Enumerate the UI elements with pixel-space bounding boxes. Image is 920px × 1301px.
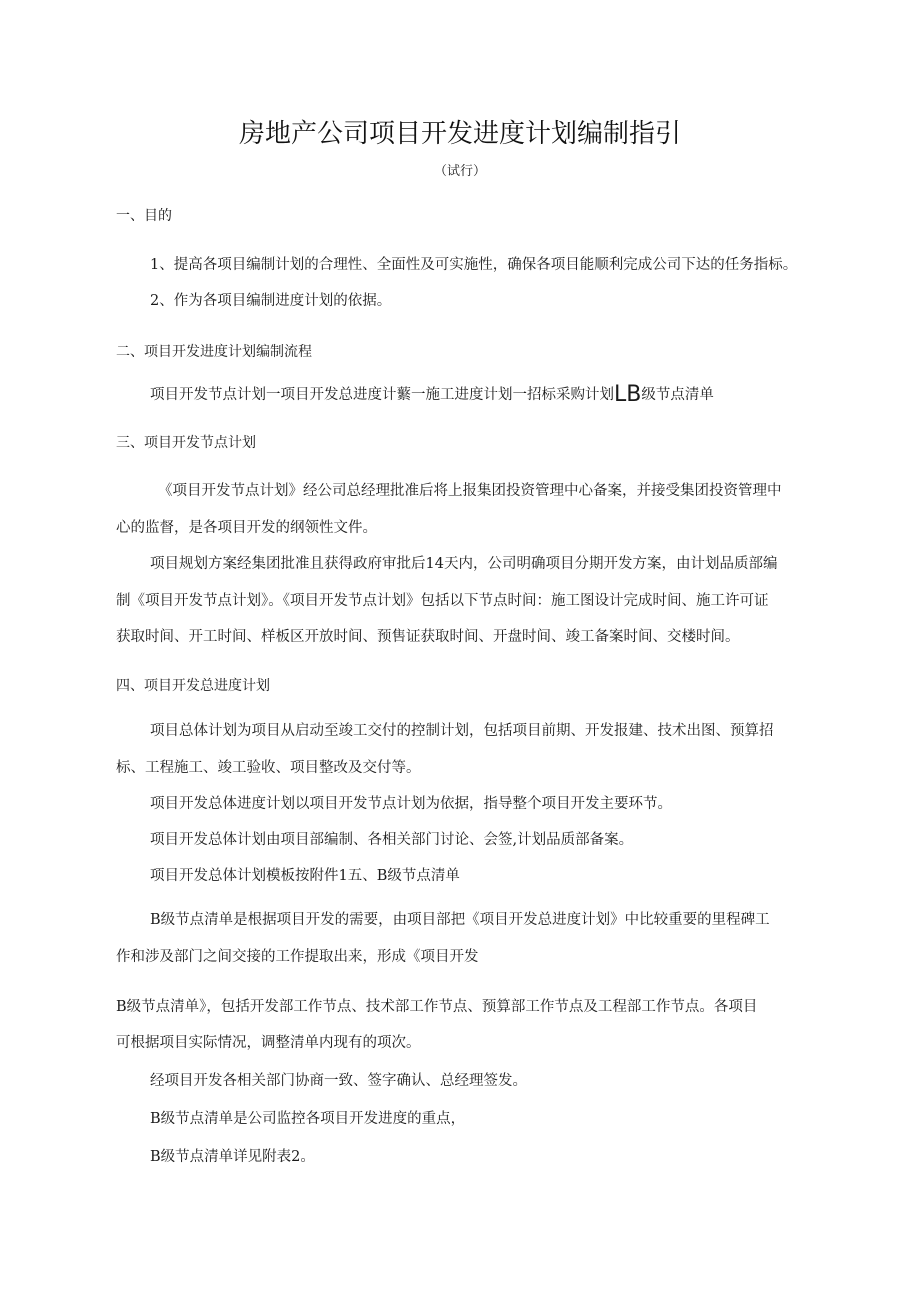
section-4-para-1-line-1: 项目总体计划为项目从启动至竣工交付的控制计划，包括项目前期、开发报建、技术出图、预算招 [150, 723, 774, 739]
section-4-para-3: 项目开发总体计划由项目部编制、各相关部门讨论、会签,计划品质部备案。 [150, 832, 634, 848]
section-5-para-4: B级节点清单是公司监控各项目开发进度的重点， [150, 1111, 466, 1127]
section-5-para-5: B级节点清单详见附表2。 [150, 1149, 315, 1165]
section-2-flow [150, 382, 714, 407]
section-2-heading: 二、项目开发进度计划编制流程 [116, 344, 312, 360]
section-4-para-1-line-2: 标、工程施工、竣工验收、项目整改及交付等。 [116, 760, 421, 776]
section-5-para-1-line-2: 作和涉及部门之间交接的工作提取出来，形成《项目开发 [116, 949, 479, 965]
section-3-para-2-line-2: 制《项目开发节点计划》。《项目开发节点计划》包括以下节点时间：施工图设计完成时间、施工许可证 [116, 593, 769, 609]
section-1-item-2: 2、作为各项目编制进度计划的依据。 [150, 293, 392, 309]
section-1-heading: 一、目的 [116, 208, 172, 224]
section-3-para-1-line-2: 心的监督，是各项目开发的纲领性文件。 [116, 520, 377, 536]
flow-tail: 级节点清单 [641, 387, 714, 403]
section-4-para-4: 项目开发总体计划模板按附件1五、B级节点清单 [150, 868, 460, 884]
section-3-para-2-line-3: 获取时间、开工时间、样板区开放时间、预售证获取时间、开盘时间、竣工备案时间、交楼时间。 [116, 629, 740, 645]
flow-text: 项目开发节点计划一项目开发总进度计蘩一施工进度计划一招标采购计划 [150, 387, 614, 403]
document-title: 房地产公司项目开发进度计划编制指引 [238, 119, 681, 149]
section-3-para-2-line-1: 项目规划方案经集团批准且获得政府审批后14天内，公司明确项目分期开发方案，由计划品质部编 [150, 556, 778, 572]
section-3-para-1-line-1: 《项目开发节点计划》经公司总经理批准后将上报集团投资管理中心备案，并接受集团投资管理中 [158, 483, 782, 499]
section-4-heading: 四、项目开发总进度计划 [116, 678, 270, 694]
section-1-item-1: 1、提高各项目编制计划的合理性、全面性及可实施性，确保各项目能顺利完成公司下达的任务指标。 [150, 257, 798, 273]
section-5-para-2-line-1: B级节点清单》，包括开发部工作节点、技术部工作节点、预算部工作节点及工程部工作节点。各项目 [116, 999, 758, 1015]
flow-big-text: LB [614, 382, 642, 407]
section-5-para-2-line-2: 可根据项目实际情况，调整清单内现有的项次。 [116, 1035, 421, 1051]
document-subtitle: （试行） [433, 164, 486, 179]
section-5-para-3: 经项目开发各相关部门协商一致、签字确认、总经理签发。 [150, 1073, 527, 1089]
section-4-para-2: 项目开发总体进度计划以项目开发节点计划为依据，指导整个项目开发主要环节。 [150, 796, 672, 812]
section-3-heading: 三、项目开发节点计划 [116, 435, 256, 451]
section-5-para-1-line-1: B级节点清单是根据项目开发的需要，由项目部把《项目开发总进度计划》中比较重要的里程碑工 [150, 912, 770, 928]
